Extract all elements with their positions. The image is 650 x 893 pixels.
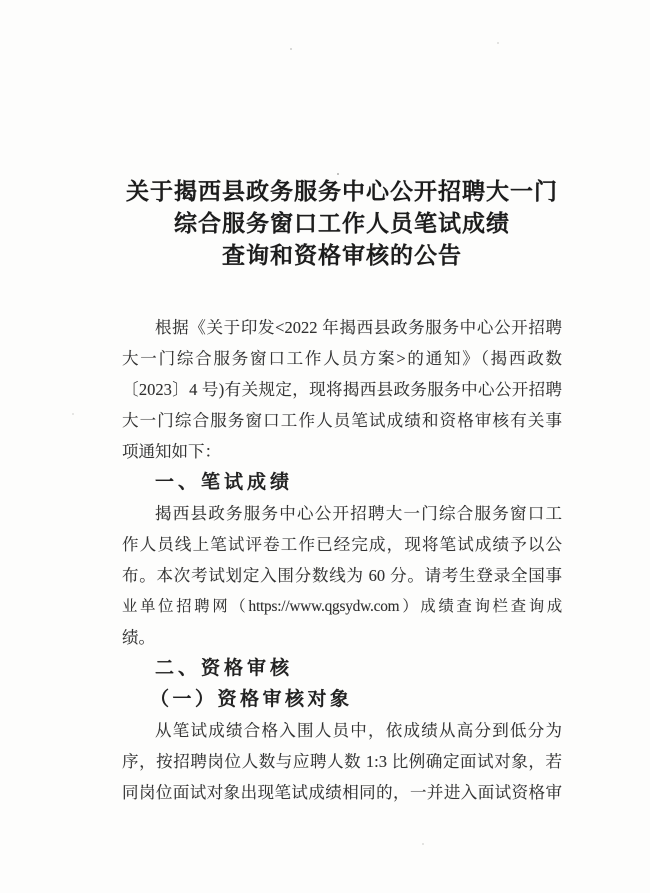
section1-paragraph-line-url: 业单位招聘网（https://www.qgsydw.com）成绩查询栏查询成	[122, 598, 562, 615]
title-line-2: 综合服务窗口工作人员笔试成绩	[174, 211, 510, 236]
section2-heading: 二、资格审核	[155, 658, 294, 679]
section1-paragraph-line: 揭西县政务服务中心公开招聘大一门综合服务窗口工	[155, 504, 562, 523]
scan-speck	[290, 48, 292, 50]
scan-speck	[337, 173, 339, 175]
scan-speck	[497, 42, 499, 44]
section1-paragraph-line: 作人员线上笔试评卷工作已经完成，现将笔试成绩予以公	[122, 535, 562, 554]
intro-paragraph-line: 根据《关于印发<2022 年揭西县政务服务中心公开招聘	[155, 318, 562, 337]
scan-speck	[72, 413, 74, 415]
section2-subheading: （一）资格审核对象	[150, 689, 353, 710]
intro-paragraph-line: 大一门综合服务窗口工作人员方案>的通知》（揭西政数	[122, 349, 562, 368]
title-line-1: 关于揭西县政务服务中心公开招聘大一门	[126, 179, 558, 204]
section1-heading: 一、笔试成绩	[155, 472, 294, 493]
section2-paragraph-line: 从笔试成绩合格入围人员中，依成绩从高分到低分为	[155, 721, 562, 740]
intro-paragraph-line: 〔2023〕4 号)有关规定，现将揭西县政务服务中心公开招聘	[122, 380, 562, 399]
document-body	[122, 312, 562, 808]
section2-paragraph-line: 序，按招聘岗位人数与应聘人数 1:3 比例确定面试对象，若	[122, 752, 562, 771]
scan-speck	[422, 843, 424, 845]
section2-paragraph-line: 同岗位面试对象出现笔试成绩相同的，一并进入面试资格审	[122, 783, 562, 802]
title-line-3: 查询和资格审核的公告	[222, 243, 462, 268]
intro-paragraph-line: 项通知如下：	[122, 442, 221, 461]
document-title	[122, 176, 562, 272]
intro-paragraph-line: 大一门综合服务窗口工作人员笔试成绩和资格审核有关事	[122, 411, 562, 430]
section1-paragraph-line: 绩。	[122, 628, 155, 647]
section1-paragraph-line: 布。本次考试划定入围分数线为 60 分。请考生登录全国事	[122, 566, 562, 585]
